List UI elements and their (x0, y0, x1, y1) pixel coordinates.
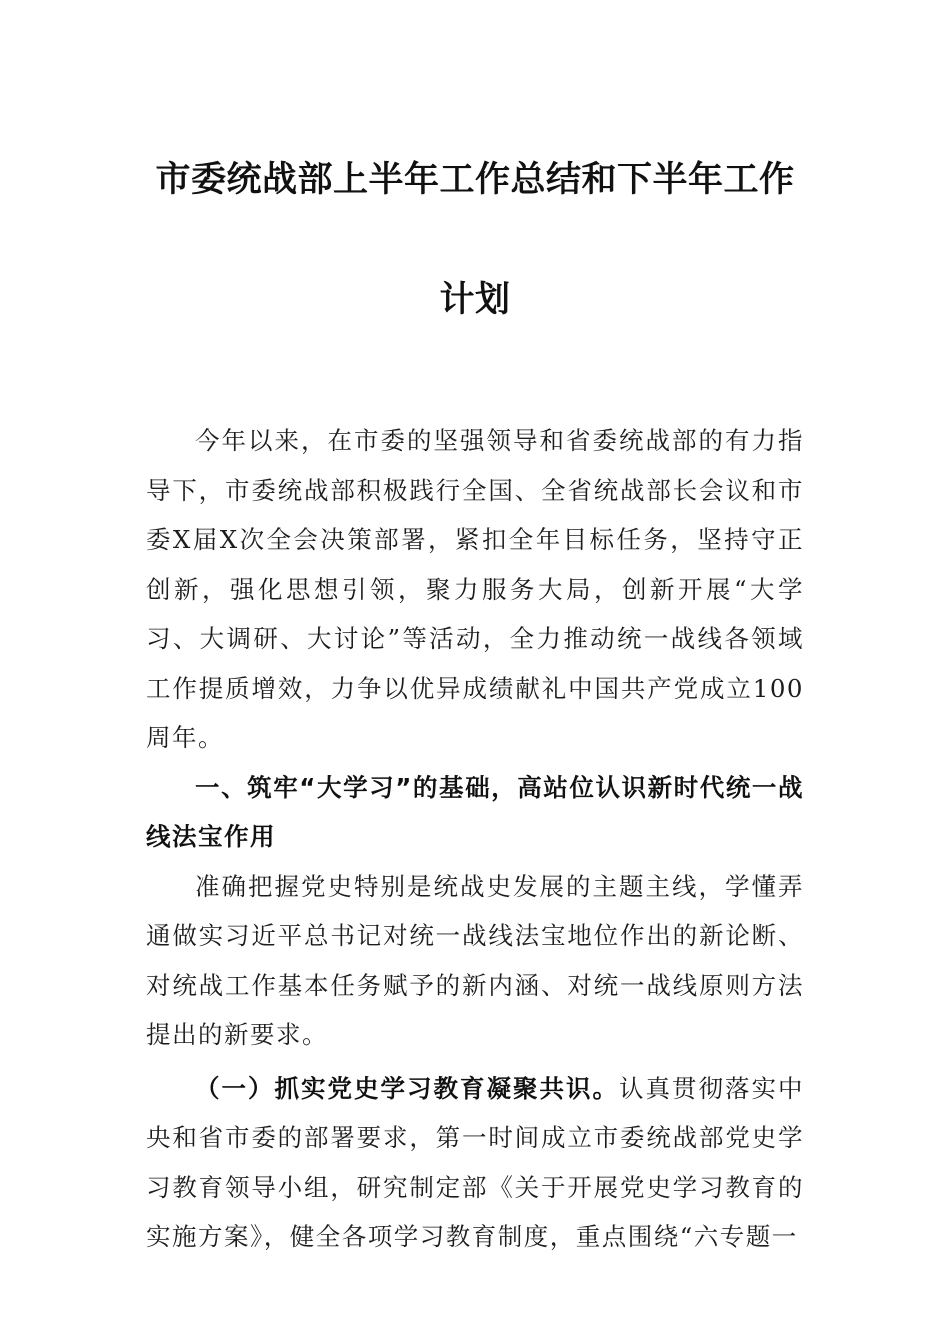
document-title-line-1: 市委统战部上半年工作总结和下半年工作 (155, 159, 795, 200)
item-1-lead: （一）抓实党史学习教育凝聚共识。 (195, 1073, 619, 1103)
item-1-paragraph (146, 1064, 804, 1262)
section-1-heading: 一、筑牢“大学习”的基础，高站位认识新时代统一战线法宝作用 (146, 772, 804, 851)
section-1-paragraph: 准确把握党史特别是统战史发展的主题主线，学懂弄通做实习近平总书记对统一战线法宝地位作出的新论断、对统战工作基本任务赋予的新内涵、对统一战线原则方法提出的新要求。 (146, 871, 804, 1049)
item-1-body: 认真贯彻落实中央和省市委的部署要求，第一时间成立市委统战部党史学习教育领导小组，研究制定部《关于开展党史学习教育的实施方案》，健全各项学习教育制度，重点围绕“六专题一 (146, 1073, 804, 1251)
intro-paragraph: 今年以来，在市委的坚强领导和省委统战部的有力指导下，市委统战部积极践行全国、全省统战部长会议和市委X届X次全会决策部署，紧扣全年目标任务，坚持守正创新，强化思想引领，聚力服务大局，创新开展“大学习、大调研、大讨论”等活动，全力推动统一战线各领域工作提质增效，力争以优异成绩献礼中国共产党成立100周年。 (146, 426, 804, 752)
document-body (146, 416, 804, 1262)
document-title-line-2: 计划 (439, 279, 511, 320)
